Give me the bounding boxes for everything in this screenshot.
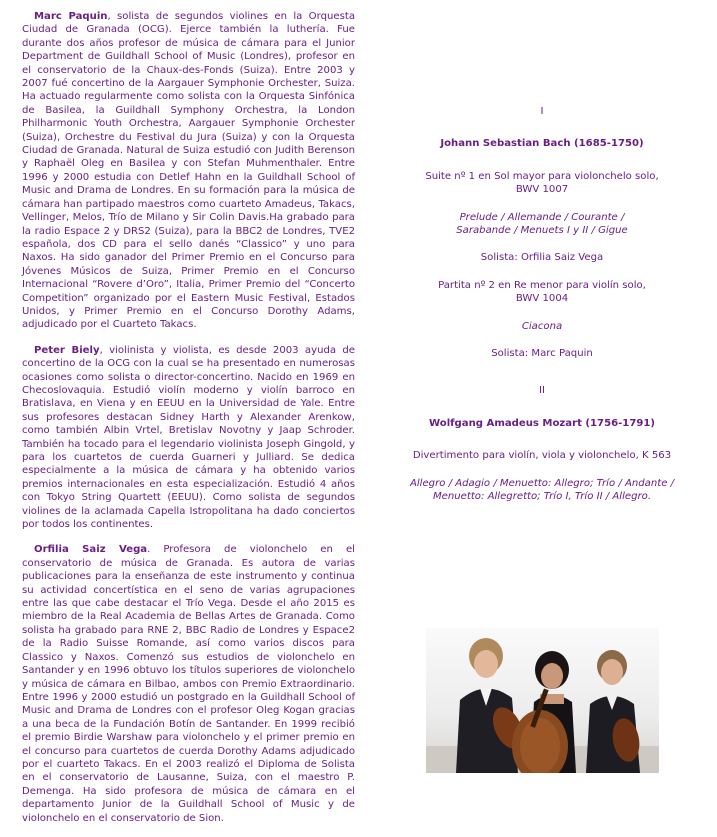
- work-catalog: BWV 1004: [515, 293, 569, 305]
- program-column: [392, 105, 692, 518]
- bio-text: , solista de segundos violines en la Orquesta Ciudad de Granada (OCG). Ejerce también la luthería. Fue durante dos años profesor de música de cámara para el Junior Department de Guildhall School of Music (Londres), profesor en el conservatorio de la Chaux-des-Fonds (Suiza). Entre 2003 y 2007 fué concertino de la Aargauer Symphonie Orchester, Suiza. Ha actuado regularmente como solista con la Orquesta Sinfónica de Basilea, la Guildhall Symphony Orchestra, la London Philharmonic Youth Orchestra, Aargauer Symphonie Orchester (Suiza), Orchestre du Festival du Jura (Suiza) y con la Orquesta Ciudad de Granada. Natural de Suiza estudió con Judith Berenson y Raphaël Oleg en Basilea y con Stefan Muhmenthaler. Entre 1996 y 2000 estudia con Detlef Hahn en la Guildhall School of Music and Drama de Londres. En su formación para la música de cámara han partipado maestros como cuarteto Amadeus, Takacs, Vellinger, Melos, Trío de Milano y Sir Colin Davis.Ha grabado para la radio Espace 2 y DRS2 (Suiza), para la BBC2 de Londres, TVE2 española, dos CD para el sello danés “Classico” y uno para Naxos. Ha sido ganador del Primer Premio en el Concurso para Jóvenes Músicos de Suiza, Primer Premio en el Concurso Internacional “Rovere d’Oro”, Italia, Primer Premio del “Concerto Competition” organizado por el Eastern Music Festival, Estados Unidos, y Primer Premio en el Concurso Dorothy Adams, adjudicado por el Cuarteto Takacs.: [22, 11, 355, 331]
- work-title: Divertimento para violín, viola y violonchelo, K 563: [412, 450, 672, 462]
- composer-heading: Wolfgang Amadeus Mozart (1756-1791): [428, 417, 656, 429]
- soloist: Solista: Orfilia Saiz Vega: [480, 252, 604, 264]
- part-numeral: I: [540, 106, 544, 117]
- trio-photo: [426, 628, 659, 773]
- composer-heading: Johann Sebastian Bach (1685-1750): [440, 138, 644, 150]
- movements-line: Prelude / Allemande / Courante /: [459, 211, 625, 223]
- work-movement: Ciacona: [521, 320, 563, 332]
- work-title-line: Suite nº 1 en Sol mayor para violonchelo solo,: [425, 170, 659, 182]
- biographies-column: [22, 10, 355, 837]
- trio-photo-illustration: [426, 628, 659, 773]
- movements-line: Sarabande / Menuets I y II / Gigue: [456, 225, 628, 237]
- bio-orfilia-saiz-vega: [22, 543, 355, 825]
- movements-line: Allegro / Adagio / Menuetto: Allegro; Trío / Andante /: [409, 477, 675, 489]
- work-movements: [392, 477, 692, 504]
- bio-peter-biely: [22, 344, 355, 532]
- bio-text: . Profesora de violonchelo en el conservatorio de música de Granada. Es autora de varias publicaciones para la enseñanza de este instrumento y continua su actividad concertística en el seno de varias agrupaciones entre las que cabe destacar el Trío Vega. Desde el año 2015 es miembro de la Real Academia de Bellas Artes de Granada. Como solista ha grabado para RNE 2, BBC Radio de Londres y Espace2 de la Radio Suisse Romande, así como varios discos para Classico y Naxos. Comenzó sus estudios de violonchelo en Santander y en 1996 obtuvo los títulos superiores de violonchelo y música de cámara en Bilbao, ambos con Premio Extraordinario. Entre 1996 y 2000 estudió un postgrado en la Guildhall School of Music and Drama de Londres con el profesor Oleg Kogan gracias a una beca de la Fundación Botín de Santander. En 1999 recibió el premio Birdie Warshaw para violonchelo y el primer premio en el concurso para cuartetos de cuerda Dorothy Adams adjudicado por el cuarteto Takacs. En el 2003 realizó el Diploma de Solista en el conservatorio de Lausanne, Suiza, con el maestro P. Demenga. Ha sido profesora de música de cámara en el departamento Junior de la Guildhall School of Music y de violonchelo en el conservatorio de Sion.: [22, 544, 355, 824]
- work-movements: [392, 211, 692, 238]
- soloist: Solista: Marc Paquin: [491, 348, 593, 360]
- bio-name: Marc Paquin: [34, 11, 108, 22]
- bio-text: , violinista y violista, es desde 2003 ayuda de concertino de la OCG con la cual se ha presentado en numerosas ocasiones como solista o director-concertino. Nacido en 1969 en Checoslovaquia. Estudió violín moderno y violín barroco en Bratislava, en Viena y en EEUU en la Universidad de Yale. Entre sus profesores destacan Sidney Harth y Alexander Arenkow, como también Albin Vrtel, Bretislav Novotny y Jaap Schroder. También ha tocado para el legendario violinista Joseph Gingold, y para los cuartetos de cuerda Guarneri y Julliard. Se dedica especialmente a la música de cámara y ha obtenido varios premios internacionales en esta especialización. Estudió 4 años con Tokyo String Quartett (EEUU). Como solista de segundos violines de la aclamada Capella Istropolitana ha dado conciertos por todos los continentes.: [22, 344, 355, 531]
- work-title: [392, 170, 692, 197]
- work-catalog: BWV 1007: [515, 184, 569, 196]
- bio-name: Orfilia Saiz Vega: [34, 544, 148, 556]
- part-numeral: II: [539, 385, 545, 397]
- bio-marc-paquin: [22, 10, 355, 332]
- work-title: [392, 279, 692, 306]
- work-title-line: Partita nº 2 en Re menor para violín solo,: [438, 279, 646, 291]
- movements-line: Menuetto: Allegretto; Trío I, Trío II / Allegro.: [432, 491, 652, 503]
- bio-name: Peter Biely: [34, 344, 100, 356]
